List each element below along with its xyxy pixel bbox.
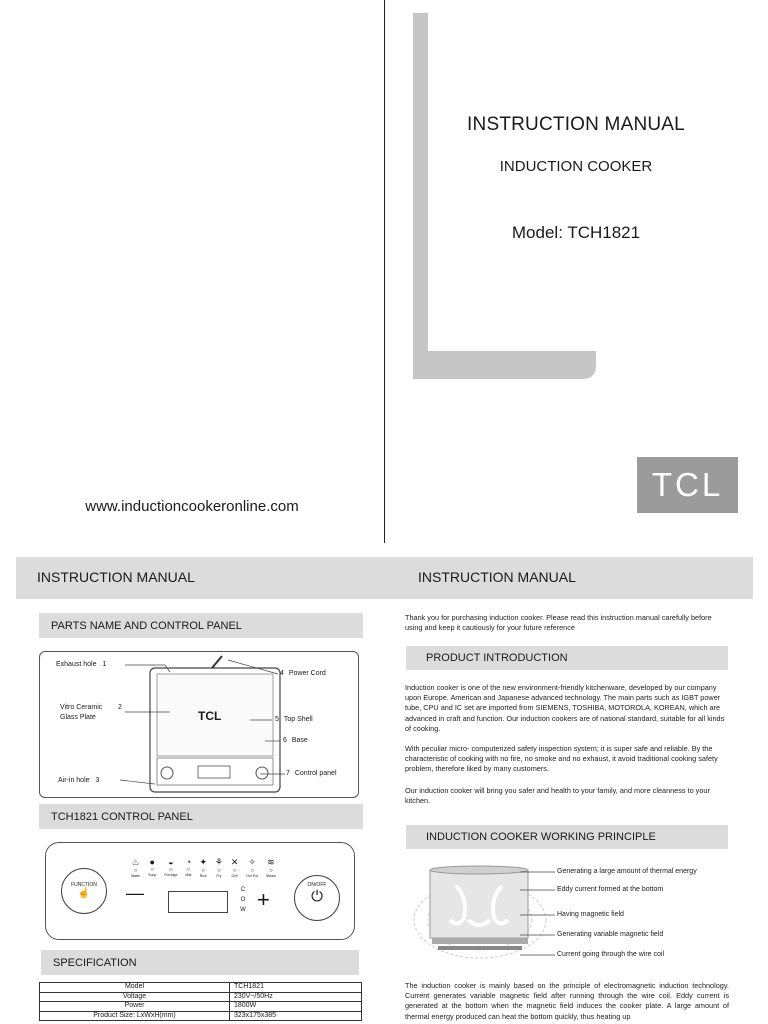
mode-item[interactable]: ◔ ○ Milk [185, 857, 192, 877]
table-row [40, 983, 362, 993]
mode-item[interactable]: ◒ ○ Porridge [164, 857, 178, 877]
part-label-top-shell [275, 715, 313, 725]
display-window [168, 891, 228, 913]
spec-key: Model [40, 983, 230, 993]
mode-label: Fry [216, 874, 222, 878]
specification-heading-text: SPECIFICATION [53, 956, 137, 969]
header-title-left: INSTRUCTION MANUAL [37, 569, 195, 585]
header-title-right: INSTRUCTION MANUAL [418, 569, 576, 585]
product-intro-heading [406, 646, 728, 670]
mode-label: Water [131, 874, 141, 878]
table-row [40, 1011, 362, 1021]
website-link[interactable]: www.inductioncookeronline.com [85, 498, 299, 515]
principle-paragraph: The induction cooker is mainly based on the principle of electromagnetic induction technology. Current generates variable magnetic field after running through the wire coil. Eddy current is generated at the bottom when the magnetic field induces the cooker plate. A large amount of thermal energy produced can heat the bottom quickly, thus heating up [405, 981, 729, 1021]
intro-paragraph-3: Our induction cooker will bring you safer and health to your family, and more cleanness to your kitchen. [405, 786, 710, 806]
timer-letter-c: C [240, 887, 246, 893]
spec-key: Power [40, 1002, 230, 1012]
mode-label: Hot Pot [246, 874, 258, 878]
part-number-3: 3 [95, 777, 100, 784]
function-button[interactable] [61, 868, 107, 914]
tcl-logo [637, 457, 738, 513]
table-row [40, 992, 362, 1002]
function-button-label: FUNCTION [71, 882, 97, 888]
spec-value: TCH1821 [230, 983, 362, 993]
part-number-1: 1 [102, 661, 107, 668]
cover-frame-inner [428, 13, 613, 351]
spec-value: 323x175x385 [230, 1011, 362, 1021]
part-label-airin [58, 776, 99, 786]
part-label-control-panel-text: Control panel [294, 770, 337, 777]
parts-heading [39, 613, 363, 638]
plus-button[interactable]: + [257, 887, 270, 912]
parts-diagram [39, 651, 359, 798]
part-number-5: 5 [275, 716, 279, 723]
mode-item[interactable]: ✕ ○ Grill [230, 857, 239, 878]
spec-key: Voltage [40, 992, 230, 1002]
control-panel-heading [39, 804, 363, 829]
tcl-logo-text: TCL [651, 466, 724, 503]
part-number-2: 2 [117, 704, 122, 711]
part-number-4: 4 [280, 670, 284, 677]
part-label-base-text: Base [291, 737, 308, 744]
cover-subtitle: INDUCTION COOKER [499, 158, 653, 175]
control-panel-diagram [45, 842, 355, 940]
hotpot-icon: ✧ [248, 857, 256, 867]
principle-heading-text: INDUCTION COOKER WORKING PRINCIPLE [426, 831, 656, 843]
mode-label: Porridge [164, 873, 178, 877]
minus-button[interactable]: — [126, 883, 144, 903]
mode-label: Rice [199, 874, 207, 878]
grill-icon: ✕ [230, 857, 239, 867]
fry-icon: ⚘ [214, 857, 223, 867]
onoff-button-label: ON/OFF [307, 882, 327, 888]
part-number-6: 6 [283, 737, 287, 744]
timer-indicator [239, 885, 247, 915]
principle-label-thermal: Generating a large amount of thermal energy [557, 868, 697, 875]
principle-label-eddy: Eddy current formed at the bottom [557, 886, 664, 893]
diagram-brand-mark: TCL [198, 709, 222, 723]
specification-heading [41, 950, 359, 975]
part-label-glass [60, 703, 130, 723]
part-label-power-cord-text: Power Cord [288, 670, 326, 677]
part-label-base [283, 736, 308, 746]
mode-label: Steam [265, 874, 276, 878]
hand-icon: ☝ [77, 888, 91, 899]
intro-paragraph-1: Induction cooker is one of the new environment-friendly kitchenware, developed by our company upon Europe. American and Japanese advanced technology. The main parts such as IGBT power tube, CPU and IC set are imported from SIEMENS, TOSHIBA, MOTOROLA, KOREAN, which are advanced in craft and function. Our induction cookers are of national standard, suitable for all kinds of cooking. [405, 683, 725, 733]
parts-heading-text: PARTS NAME AND CONTROL PANEL [51, 619, 242, 632]
principle-label-variable: Generating variable magnetic field [557, 931, 664, 938]
onoff-button[interactable] [294, 875, 340, 921]
mode-item[interactable]: ⚘ ○ Fry [214, 857, 223, 878]
principle-label-magnetic: Having magnetic field [557, 911, 624, 918]
mode-label: Milk [185, 873, 192, 877]
part-label-control-panel [286, 769, 337, 779]
part-label-exhaust [56, 660, 106, 670]
mode-item[interactable]: ♨ ○ Water [131, 857, 141, 878]
soup-icon: ● [149, 857, 155, 867]
spec-key: Product Size: LxWxH(mm) [40, 1011, 230, 1021]
timer-letter-w: W [240, 907, 246, 913]
principle-heading [406, 825, 728, 849]
part-label-airin-text: Air-in hole [58, 777, 90, 784]
cover-title: INSTRUCTION MANUAL [467, 114, 685, 135]
part-label-glass-text: Vitro Ceramic Glass Plate [60, 704, 103, 721]
part-label-exhaust-text: Exhaust hole [56, 661, 97, 668]
mode-item[interactable]: ● ○ Soup [148, 857, 157, 877]
part-label-power-cord [280, 669, 326, 679]
cover-model: Model: TCH1821 [511, 223, 641, 242]
mode-icons-row [131, 857, 276, 878]
timer-letter-o: O [240, 897, 246, 903]
mode-item[interactable]: ✧ ○ Hot Pot [246, 857, 258, 878]
mode-item[interactable]: ≋ ○ Steam [265, 857, 276, 878]
bowl-icon: ◒ [168, 857, 174, 867]
spec-value: 1800W [230, 1002, 362, 1012]
milk-icon: ◔ [185, 857, 192, 867]
table-row [40, 1002, 362, 1012]
power-icon: ⏻ [311, 888, 323, 905]
part-number-7: 7 [286, 770, 290, 777]
product-intro-heading-text: PRODUCT INTRODUCTION [426, 652, 568, 664]
page-fold-divider [384, 0, 385, 543]
control-panel-heading-text: TCH1821 CONTROL PANEL [51, 810, 193, 823]
intro-paragraph-2: With peculiar micro- computerized safety inspection system; it is super safe and reliable. By the characteristic of cooking with no fire, no smoke and no exhaust, it avoid traditional cooking safety problem, therefore liked by many customers. [405, 744, 718, 774]
mode-item[interactable]: ✦ ○ Rice [199, 857, 207, 878]
part-label-top-shell-text: Top Shell [283, 716, 313, 723]
specification-table [39, 982, 362, 1021]
rice-icon: ✦ [199, 857, 207, 867]
principle-leader-lines [520, 868, 556, 958]
steam-icon: ≋ [267, 857, 275, 867]
pot-icon: ♨ [131, 857, 140, 867]
principle-label-current: Current going through the wire coil [557, 951, 665, 958]
mode-label: Grill [231, 874, 238, 878]
spec-value: 230V~/50Hz [230, 992, 362, 1002]
mode-label: Soup [148, 873, 157, 877]
thanks-paragraph: Thank you for purchasing induction cooker. Please read this instruction manual carefully before using and keep it cautiously for your future reference [405, 613, 712, 633]
